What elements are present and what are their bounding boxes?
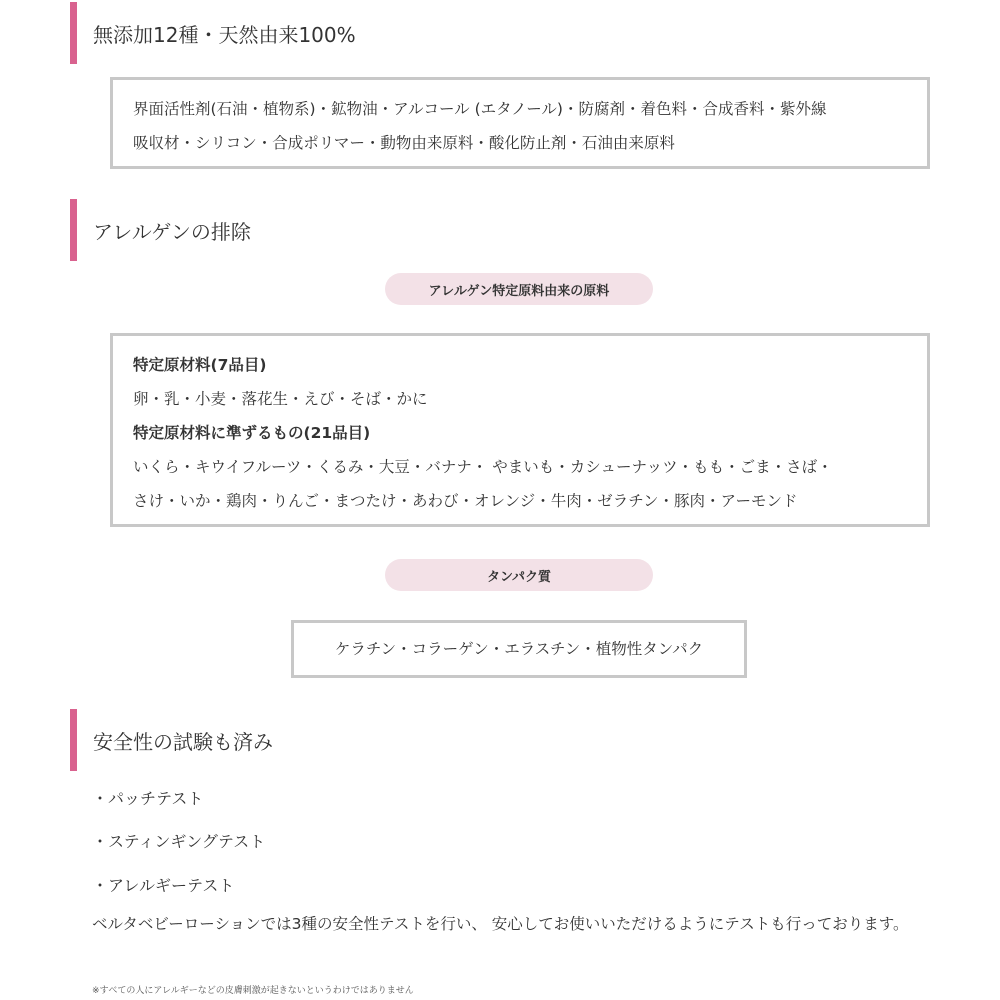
protein-list: ケラチン・コラーゲン・エラスチン・植物性タンパク: [334, 640, 704, 658]
additive-list-line-1: 界面活性剤(石油・植物系)・鉱物油・アルコール (エタノール)・防腐剤・着色料・合成香料・紫外線: [133, 100, 827, 118]
protein-box: [291, 620, 747, 678]
specified-21-title: 特定原材料に準ずるもの(21品目): [133, 424, 371, 442]
pill-label: タンパク質: [486, 569, 552, 585]
section-heading-additive-free: [70, 2, 356, 64]
specified-7-title: 特定原材料(7品目): [133, 356, 267, 374]
allergen-box: [110, 333, 930, 527]
pill-label: アレルゲン特定原料由来の原料: [428, 283, 610, 299]
section-heading-allergen: [70, 199, 251, 261]
heading-text: 無添加12種・天然由来100%: [93, 22, 356, 47]
allergen-source-pill: [385, 273, 653, 305]
section-heading-safety: [70, 709, 273, 771]
specified-21-items-line-1: いくら・キウイフルーツ・くるみ・大豆・バナナ・ やまいも・カシューナッツ・もも・ごま・さば・: [133, 458, 833, 476]
test-item-stinging: ・スティンギングテスト: [92, 832, 266, 851]
specified-7-items: 卵・乳・小麦・落花生・えび・そば・かに: [133, 390, 428, 408]
test-item-allergy: ・アレルギーテスト: [92, 876, 235, 895]
heading-text: アレルゲンの排除: [93, 219, 251, 244]
additive-list-line-2: 吸収材・シリコン・合成ポリマー・動物由来原料・酸化防止剤・石油由来原料: [133, 134, 675, 152]
safety-description: ベルタベビーローションでは3種の安全性テストを行い、 安心してお使いいただけるようにテストも行っております。: [92, 915, 909, 933]
test-item-patch: ・パッチテスト: [92, 789, 204, 808]
protein-pill: [385, 559, 653, 591]
additive-free-box: [110, 77, 930, 169]
specified-21-items-line-2: さけ・いか・鶏肉・りんご・まつたけ・あわび・オレンジ・牛肉・ゼラチン・豚肉・アーモンド: [133, 492, 798, 510]
heading-text: 安全性の試験も済み: [93, 729, 273, 754]
disclaimer-note: ※すべての人にアレルギーなどの皮膚刺激が起きないというわけではありません: [92, 986, 414, 996]
